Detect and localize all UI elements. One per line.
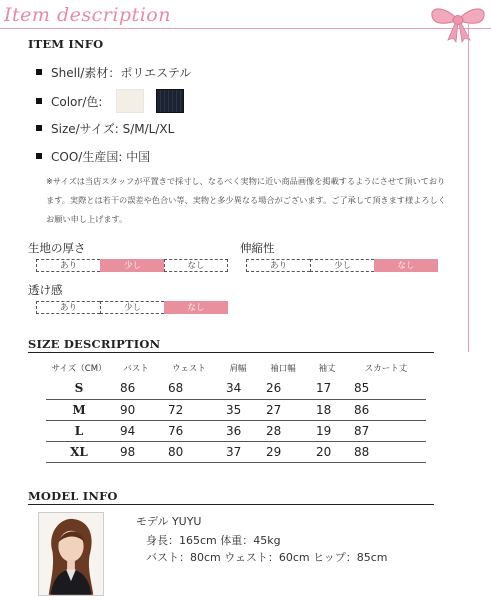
table-cell: 20	[308, 441, 346, 462]
spec-color	[36, 88, 184, 114]
sheer-option-ari: あり	[36, 301, 100, 314]
sheer-option-nashi: なし	[164, 301, 228, 314]
size-header-skirt: スカート丈	[364, 364, 408, 374]
side-divider	[468, 22, 469, 352]
bullet-icon	[36, 98, 42, 104]
sheer-label: 透け感	[28, 283, 63, 297]
sheer-option-sukoshi: 少し	[100, 301, 164, 314]
model-info-title: MODEL INFO	[28, 489, 118, 503]
size-header-cuff: 袖口幅	[270, 364, 296, 374]
table-cell: 36	[218, 420, 258, 441]
size-title-rule	[28, 352, 434, 353]
bullet-icon	[36, 125, 42, 131]
table-cell: 17	[308, 378, 346, 399]
table-row	[46, 399, 426, 420]
table-cell: 88	[346, 441, 426, 462]
size-cell: L	[46, 420, 112, 441]
thickness-option-sukoshi: 少し	[100, 259, 164, 272]
table-cell: 87	[346, 420, 426, 441]
table-cell: 37	[218, 441, 258, 462]
bullet-icon	[36, 69, 42, 75]
size-cell: M	[46, 399, 112, 420]
size-cell: XL	[46, 441, 112, 462]
size-table	[46, 358, 426, 463]
size-table-header	[46, 358, 426, 378]
table-cell: 72	[160, 399, 218, 420]
table-cell: 18	[308, 399, 346, 420]
color-swatch-navy[interactable]	[156, 89, 184, 113]
page-title: Item description	[4, 4, 171, 26]
table-cell: 98	[112, 441, 160, 462]
color-swatch-white[interactable]	[116, 89, 144, 113]
size-cell: S	[46, 378, 112, 399]
spec-shell	[36, 62, 191, 82]
header	[0, 0, 491, 40]
table-cell: 86	[346, 399, 426, 420]
stretch-option-nashi: なし	[374, 259, 438, 272]
table-cell: 34	[218, 378, 258, 399]
table-cell: 85	[346, 378, 426, 399]
item-info-title: ITEM INFO	[28, 37, 104, 51]
spec-coo-text: COO/生産国: 中国	[51, 149, 151, 164]
size-header-waist: ウェスト	[172, 364, 206, 374]
table-row	[46, 378, 426, 399]
model-photo[interactable]	[38, 512, 104, 596]
spec-color-label: Color/色:	[51, 94, 103, 109]
model-name: モデル YUYU	[136, 515, 202, 528]
model-height-weight: 身長：165cm 体重：45kg	[146, 534, 281, 547]
table-row	[46, 420, 426, 441]
table-cell: 35	[218, 399, 258, 420]
table-cell: 80	[160, 441, 218, 462]
table-cell: 76	[160, 420, 218, 441]
header-divider	[0, 28, 491, 29]
stretch-option-sukoshi: 少し	[310, 259, 374, 272]
table-row	[46, 441, 426, 462]
spec-size-text: Size/サイズ: S/M/L/XL	[51, 121, 175, 136]
table-cell: 90	[112, 399, 160, 420]
bullet-icon	[36, 153, 42, 159]
thickness-option-nashi: なし	[164, 259, 228, 272]
model-measurements: バスト：80cm ウェスト：60cm ヒップ：85cm	[146, 551, 388, 564]
table-cell: 27	[258, 399, 308, 420]
thickness-options	[36, 259, 228, 272]
thickness-option-ari: あり	[36, 259, 100, 272]
spec-size	[36, 118, 174, 138]
size-note: ※サイズは当店スタッフが平置きで採寸し、なるべく実物に近い商品画像を掲載するようにさせて頂いております。実際とは若干の誤差や色合い等、実物と多少異なる場合がございます。ご了承して頂きます様よろしくお願い申し上げます。	[46, 176, 446, 224]
table-cell: 86	[112, 378, 160, 399]
thickness-label: 生地の厚さ	[28, 241, 86, 255]
table-cell: 68	[160, 378, 218, 399]
size-header-sleeve: 袖丈	[318, 364, 336, 374]
table-cell: 19	[308, 420, 346, 441]
size-description-title: SIZE DESCRIPTION	[28, 337, 161, 351]
stretch-option-ari: あり	[246, 259, 310, 272]
table-cell: 94	[112, 420, 160, 441]
stretch-options	[246, 259, 438, 272]
sheer-options	[36, 301, 228, 314]
model-portrait-icon	[39, 513, 103, 595]
model-title-rule	[28, 504, 434, 505]
size-header-shoulder: 肩幅	[229, 364, 247, 374]
spec-shell-text: Shell/素材：ポリエステル	[51, 65, 192, 80]
stretch-label: 伸縮性	[240, 241, 275, 255]
table-cell: 29	[258, 441, 308, 462]
table-cell: 28	[258, 420, 308, 441]
table-cell: 26	[258, 378, 308, 399]
ribbon-bow-icon	[426, 0, 490, 44]
spec-coo	[36, 146, 150, 166]
size-header-bust: バスト	[123, 364, 149, 374]
size-header-size: サイズ（CM）	[51, 364, 107, 374]
